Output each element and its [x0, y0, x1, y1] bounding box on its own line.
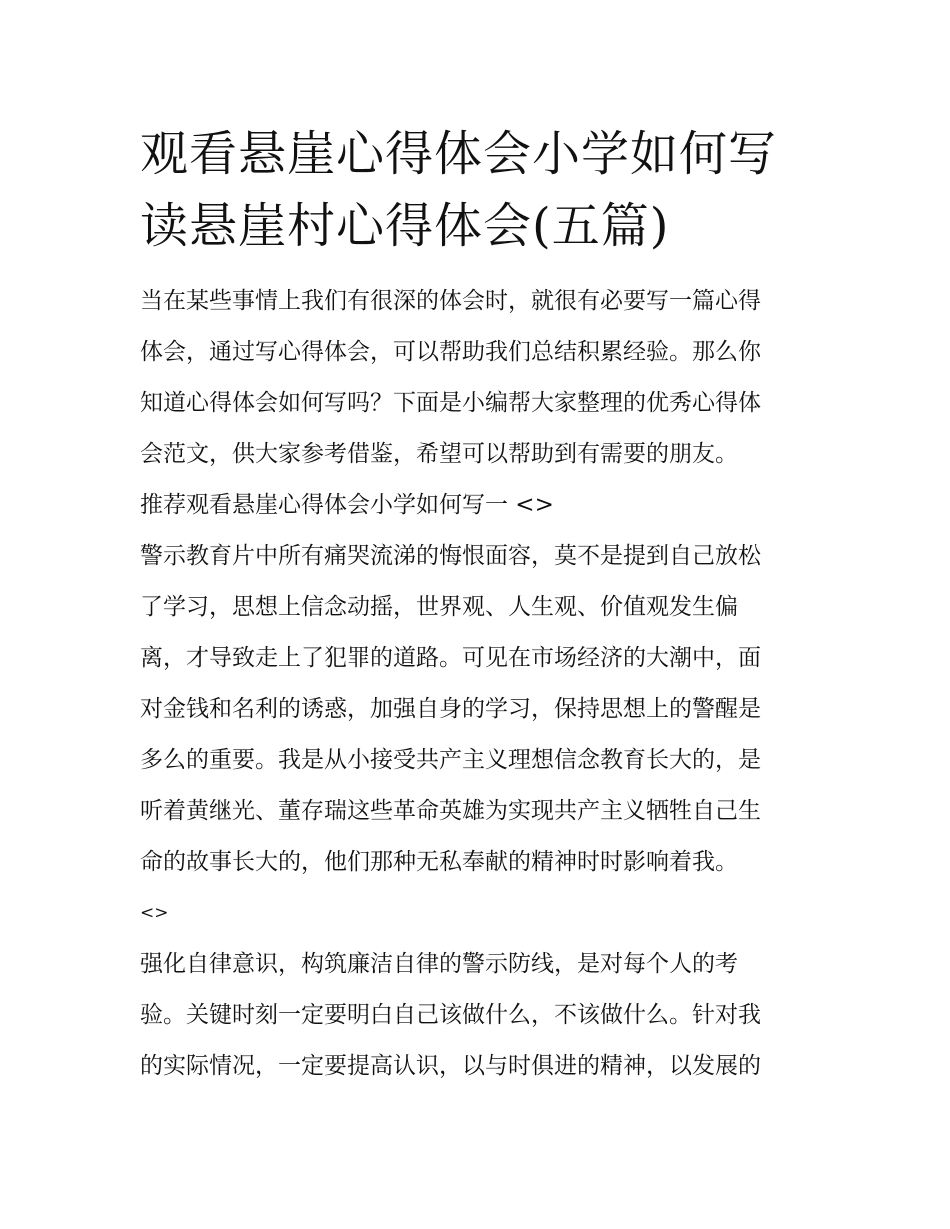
title-line-1: 观看悬崖心得体会小学如何写: [140, 126, 778, 182]
paragraph-1-line: 听着黄继光、董存瑞这些革命英雄为实现共产主义牺牲自己生: [140, 798, 761, 824]
paragraph-1-line: 多么的重要。我是从小接受共产主义理想信念教育长大的，是: [140, 747, 761, 773]
intro-line: 体会，通过写心得体会，可以帮助我们总结积累经验。那么你: [140, 339, 761, 365]
intro-line: 知道心得体会如何写吗？下面是小编帮大家整理的优秀心得体: [140, 390, 761, 416]
paragraph-2-line: 强化自律意识，构筑廉洁自律的警示防线，是对每个人的考: [140, 951, 738, 977]
paragraph-1-line: 了学习，思想上信念动摇，世界观、人生观、价值观发生偏: [140, 594, 738, 620]
paragraph-1-line: 对金钱和名利的诱惑，加强自身的学习，保持思想上的警醒是: [140, 696, 761, 722]
paragraph-2-line: 的实际情况，一定要提高认识，以与时俱进的精神，以发展的: [140, 1053, 761, 1079]
paragraph-1-line: 命的故事长大的，他们那种无私奉献的精神时时影响着我。: [140, 849, 738, 875]
intro-line: 会范文，供大家参考借鉴，希望可以帮助到有需要的朋友。: [140, 441, 738, 467]
section-heading: 推荐观看悬崖心得体会小学如何写一 <>: [140, 492, 554, 518]
paragraph-1-line: 离，才导致走上了犯罪的道路。可见在市场经济的大潮中，面: [140, 645, 761, 671]
document-body: [140, 276, 820, 1092]
document-title: [140, 118, 820, 262]
paragraph-2-line: 验。关键时刻一定要明白自己该做什么，不该做什么。针对我: [140, 1002, 761, 1028]
paragraph-1-line: 警示教育片中所有痛哭流涕的悔恨面容，莫不是提到自己放松: [140, 543, 761, 569]
separator-marker: <>: [140, 903, 169, 923]
intro-line: 当在某些事情上我们有很深的体会时，就很有必要写一篇心得: [140, 288, 761, 314]
title-line-2: 读悬崖村心得体会(五篇): [140, 198, 670, 254]
